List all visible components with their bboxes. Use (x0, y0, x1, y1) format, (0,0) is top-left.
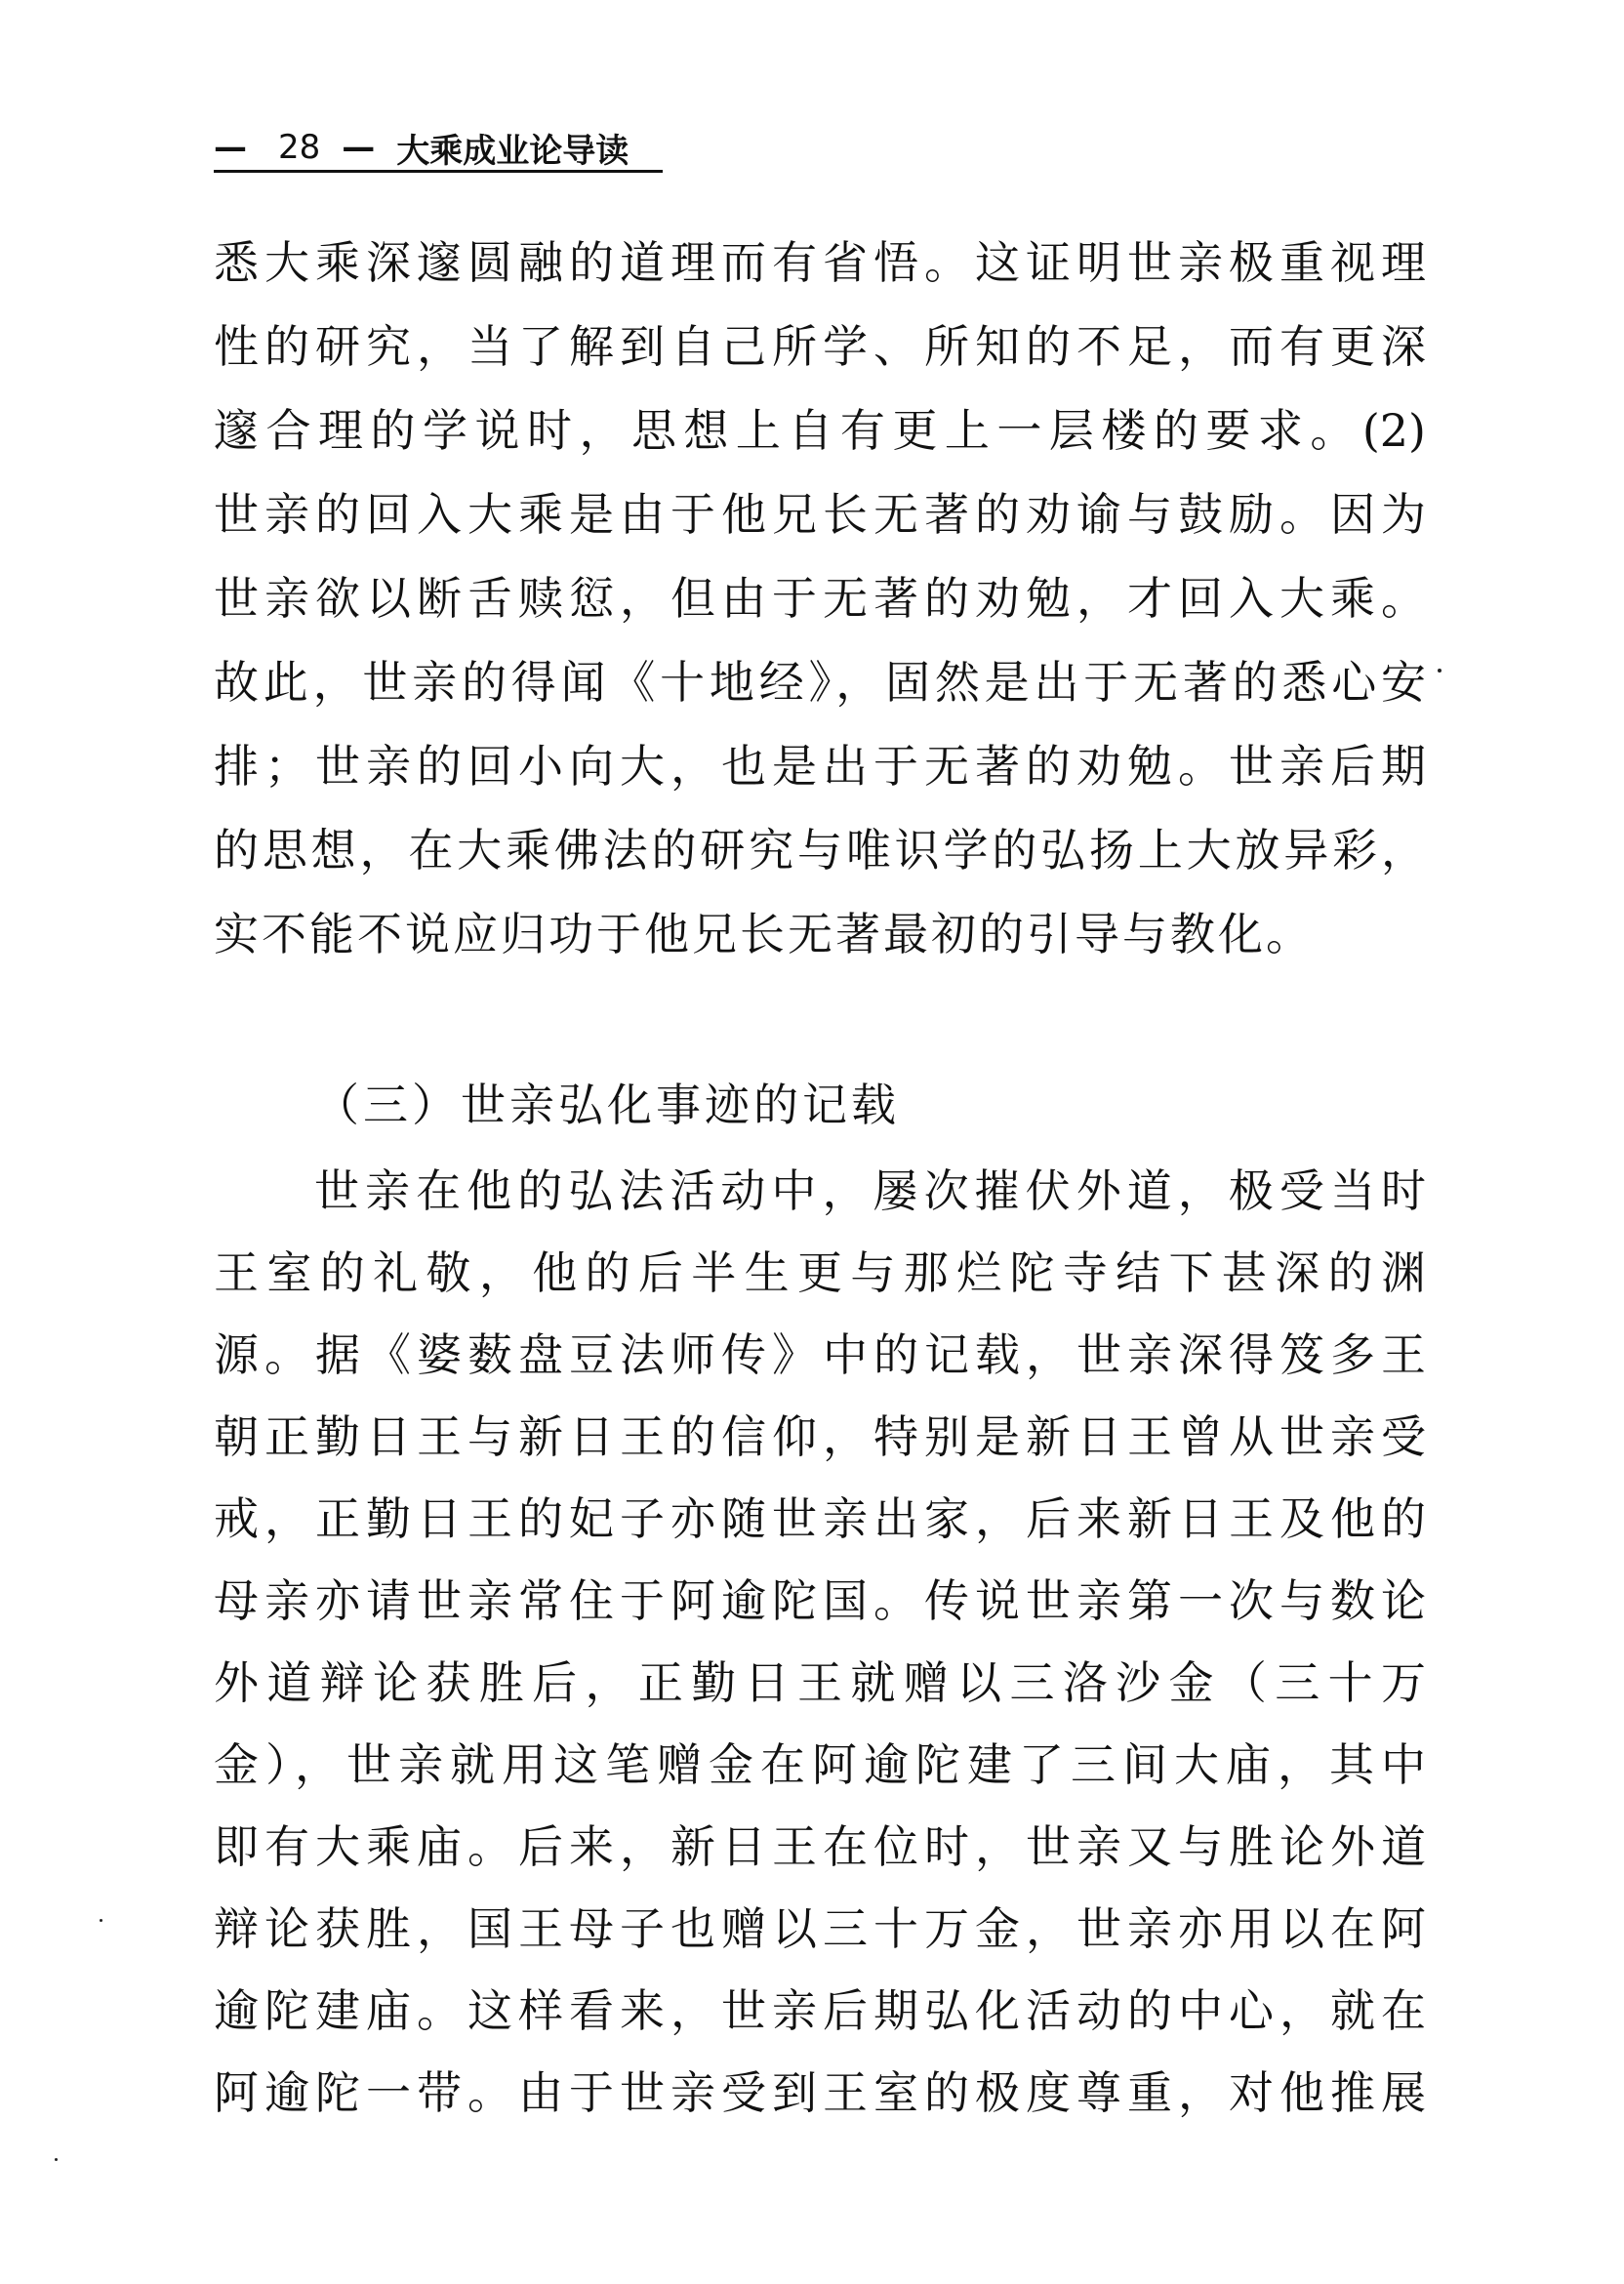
text-line: 辩论获胜，国王母子也赠以三十万金，世亲亦用以在阿 (214, 1902, 1426, 1955)
text-line: 故此，世亲的得闻《十地经》，固然是出于无著的悉心安 (214, 656, 1426, 709)
text-line: 的思想，在大乘佛法的研究与唯识学的弘扬上大放异彩， (214, 824, 1426, 877)
text-line: 母亲亦请世亲常住于阿逾陀国。传说世亲第一次与数论 (214, 1574, 1426, 1627)
text-line: 源。据《婆薮盘豆法师传》中的记载，世亲深得笈多王 (214, 1328, 1426, 1381)
text-line: 排；世亲的回小向大，也是出于无著的劝勉。世亲后期 (214, 740, 1426, 793)
running-header (214, 125, 663, 173)
header-dash-right: — (342, 128, 376, 167)
text-line: 金），世亲就用这笔赠金在阿逾陀建了三间大庙，其中 (214, 1738, 1426, 1791)
text-line: 世亲的回入大乘是由于他兄长无著的劝谕与鼓励。因为 (214, 488, 1426, 541)
book-title: 大乘成业论导读 (396, 131, 629, 171)
text-line: 实不能不说应归功于他兄长无著最初的引导与教化。 (214, 908, 1314, 960)
text-line: 逾陀建庙。这样看来，世亲后期弘化活动的中心，就在 (214, 1984, 1426, 2037)
text-line: 戒，正勤日王的妃子亦随世亲出家，后来新日王及他的 (214, 1492, 1426, 1545)
text-line: 世亲欲以断舌赎愆，但由于无著的劝勉，才回入大乘。 (214, 572, 1426, 625)
text-line: 世亲在他的弘法活动中，屡次摧伏外道，极受当时 (314, 1164, 1426, 1217)
text-line: 即有大乘庙。后来，新日王在位时，世亲又与胜论外道 (214, 1820, 1426, 1873)
section-heading: （三）世亲弘化事迹的记载 (314, 1079, 900, 1131)
page-number: 28 (278, 128, 321, 167)
text-line: 邃合理的学说时，思想上自有更上一层楼的要求。(2) (214, 404, 1426, 457)
text-line: 王室的礼敬，他的后半生更与那烂陀寺结下甚深的渊 (214, 1246, 1426, 1299)
text-line: 阿逾陀一带。由于世亲受到王室的极度尊重，对他推展 (214, 2066, 1426, 2119)
text-line: 悉大乘深邃圆融的道理而有省悟。这证明世亲极重视理 (214, 236, 1426, 289)
scan-speck (1438, 669, 1441, 673)
scan-speck (55, 2158, 58, 2161)
text-line: 朝正勤日王与新日王的信仰，特别是新日王曾从世亲受 (214, 1410, 1426, 1463)
text-line: 性的研究，当了解到自己所学、所知的不足，而有更深 (214, 320, 1426, 373)
text-line: 外道辩论获胜后，正勤日王就赠以三洛沙金（三十万 (214, 1656, 1426, 1709)
header-dash-left: — (214, 128, 247, 167)
scan-speck (100, 1919, 102, 1922)
